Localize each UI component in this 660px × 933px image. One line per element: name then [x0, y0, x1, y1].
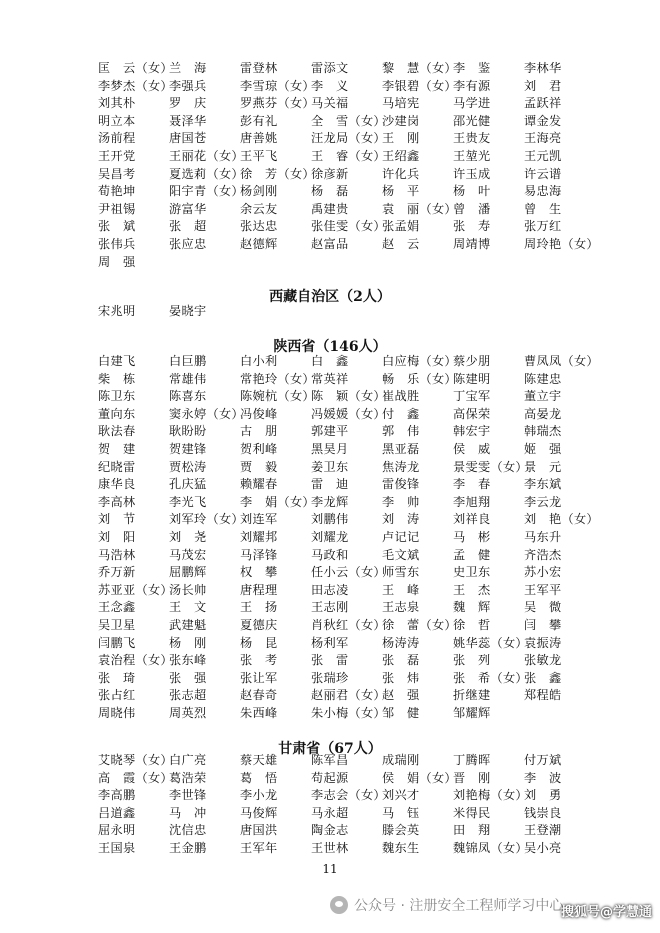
name-entry: 张 超 [169, 219, 207, 234]
name-entry: 刘鹏伟 [311, 512, 349, 527]
name-entry: 吕道鑫 [98, 805, 136, 820]
name-entry: 张 磊 [382, 653, 420, 668]
name-entry: 闫 攀 [524, 617, 562, 632]
name-entry: 刘耀邦 [240, 529, 278, 544]
name-entry: 杨剑刚 [240, 184, 278, 199]
name-entry: 刘兴才 [382, 788, 420, 803]
name-entry: 周 强 [98, 254, 136, 269]
name-entry: 贾松涛 [169, 459, 207, 474]
name-entry: 王金鹏 [169, 840, 207, 855]
name-entry: 张 雷 [311, 653, 349, 668]
name-entry: 郭 伟 [382, 424, 420, 439]
name-entry: 蔡天雄 [240, 753, 278, 767]
name-entry: 赵春奇 [240, 688, 278, 703]
name-entry: 白小利 [240, 354, 278, 368]
name-entry: 马浩林 [98, 547, 136, 562]
name-entry: 高晏龙 [524, 406, 562, 421]
name-entry: 乔万新 [98, 565, 136, 580]
name-entry: 王 扬 [240, 600, 278, 615]
name-entry: 李世锋 [169, 788, 207, 803]
name-entry: 武建魁 [169, 617, 207, 632]
name-entry: 张伟兵 [98, 236, 136, 251]
name-entry: 李志会（女） [311, 788, 386, 803]
name-entry: 唐国苍 [169, 131, 207, 146]
name-entry: 刘 艳（女） [524, 512, 599, 527]
name-entry: 陈建明 [453, 371, 491, 386]
name-entry: 柴 栋 [98, 371, 136, 386]
name-entry: 全 雪（女） [311, 113, 386, 128]
name-entry: 王军年 [240, 840, 278, 855]
name-entry: 罗 庆 [169, 96, 207, 111]
name-entry: 张 强 [169, 670, 207, 685]
name-entry: 马泽锋 [240, 547, 278, 562]
name-entry: 李旭翔 [453, 494, 491, 509]
name-entry: 古 朋 [240, 424, 278, 439]
name-entry: 袁 丽（女） [382, 201, 457, 216]
name-entry: 张 炜 [382, 670, 420, 685]
name-entry: 荀艳坤 [98, 184, 136, 199]
name-entry: 冯媛媛（女） [311, 406, 386, 421]
name-entry: 王 峰 [382, 582, 420, 597]
name-entry: 蔡少朋 [453, 354, 491, 368]
name-entry: 刘 涛 [382, 512, 420, 527]
name-entry: 孟 健 [453, 547, 491, 562]
name-entry: 周靖博 [453, 236, 491, 251]
name-entry: 汪龙局（女） [311, 131, 386, 146]
name-entry: 师雪东 [382, 565, 420, 580]
name-entry: 杨利军 [311, 635, 349, 650]
name-entry: 屈鹏辉 [169, 565, 207, 580]
name-entry: 马政和 [311, 547, 349, 562]
name-entry: 徐 芳（女） [240, 166, 315, 181]
name-entry: 刘 节 [98, 512, 136, 527]
name-entry: 张 寿 [453, 219, 491, 234]
name-entry: 马关福 [311, 96, 349, 111]
name-entry: 沈信忠 [169, 823, 207, 838]
name-entry: 唐国洪 [240, 823, 278, 838]
name-entry: 肖秋红（女） [311, 617, 386, 632]
name-entry: 陶金志 [311, 823, 349, 838]
name-entry: 徐彦新 [311, 166, 349, 181]
name-entry: 杨 磊 [311, 184, 349, 199]
name-entry: 汤长帅 [169, 582, 207, 597]
name-entry: 邹 健 [382, 705, 420, 720]
name-entry: 刘军玲（女） [169, 512, 244, 527]
name-entry: 刘其朴 [98, 96, 136, 111]
name-entry: 权 攀 [240, 565, 278, 580]
name-entry: 李 娟（女） [240, 494, 315, 509]
name-entry: 陈喜东 [169, 389, 207, 404]
section-title-shaanxi: 陕西省（146人） [273, 339, 387, 355]
name-entry: 王丽花（女） [169, 148, 244, 163]
name-entry: 李龙辉 [311, 494, 349, 509]
name-entry: 成瑞刚 [382, 753, 420, 767]
name-entry: 李强兵 [169, 78, 207, 93]
name-entry: 刘连军 [240, 512, 278, 527]
name-entry: 屈永明 [98, 823, 136, 838]
name-entry: 刘祥良 [453, 512, 491, 527]
name-entry: 禹建贵 [311, 201, 349, 216]
name-grid-shaanxi [98, 353, 599, 722]
name-entry: 丁腾晖 [453, 753, 491, 767]
name-entry: 张占红 [98, 688, 136, 703]
name-entry: 杨涛涛 [382, 635, 420, 650]
name-entry: 兰 海 [169, 61, 207, 75]
name-entry: 王海亮 [524, 131, 562, 146]
name-entry: 张 希（女） [453, 670, 528, 685]
name-entry: 张 考 [240, 653, 278, 668]
name-entry: 张敏龙 [524, 653, 562, 668]
name-entry: 李 义 [311, 78, 349, 93]
name-entry: 郑程皓 [524, 688, 562, 703]
name-entry: 赵 云 [382, 236, 420, 251]
name-entry: 魏东生 [382, 840, 420, 855]
name-entry: 张东峰 [169, 653, 207, 668]
name-entry: 李光飞 [169, 494, 207, 509]
name-entry: 赵德辉 [240, 236, 278, 251]
name-entry: 聂泽华 [169, 113, 207, 128]
name-entry: 周晓伟 [98, 705, 136, 720]
name-entry: 杨 平 [382, 184, 420, 199]
name-entry: 侯 威 [453, 441, 491, 456]
name-entry: 贾 毅 [240, 459, 278, 474]
name-entry: 许化兵 [382, 166, 420, 181]
name-entry: 阳宇青（女） [169, 184, 244, 199]
name-entry: 周英烈 [169, 705, 207, 720]
name-entry: 黎 慧（女） [382, 61, 457, 75]
name-entry: 沙建岗 [382, 113, 420, 128]
name-entry: 吴昌考 [98, 166, 136, 181]
name-entry: 马学进 [453, 96, 491, 111]
name-entry: 张 斌 [98, 219, 136, 234]
name-entry: 姚华蕊（女） [453, 635, 528, 650]
name-entry: 彭有礼 [240, 113, 278, 128]
name-entry: 张让军 [240, 670, 278, 685]
name-entry: 张 琦 [98, 670, 136, 685]
name-entry: 匡 云（女） [98, 61, 173, 75]
name-grid-gansu [98, 752, 595, 858]
name-entry: 赵富品 [311, 236, 349, 251]
name-entry: 唐程理 [240, 582, 278, 597]
name-entry: 焦涛龙 [382, 459, 420, 474]
name-entry: 孟跃祥 [524, 96, 562, 111]
name-entry: 汤前程 [98, 131, 136, 146]
name-entry: 张孟娟 [382, 219, 420, 234]
name-entry: 李高林 [98, 494, 136, 509]
name-entry: 艾晓琴（女） [98, 753, 173, 767]
name-entry: 张达忠 [240, 219, 278, 234]
name-entry: 常雄伟 [169, 371, 207, 386]
name-entry: 黑昊月 [311, 441, 349, 456]
name-entry: 李高鹏 [98, 788, 136, 803]
section-title-xizang: 西藏自治区（2人） [269, 289, 391, 305]
name-entry: 白 鑫 [311, 354, 349, 368]
name-entry: 邵光健 [453, 113, 491, 128]
name-entry: 刘 尧 [169, 529, 207, 544]
name-entry: 陈卫东 [98, 389, 136, 404]
name-entry: 付万斌 [524, 753, 562, 767]
name-entry: 马 彬 [453, 529, 491, 544]
name-entry: 袁振涛 [524, 635, 562, 650]
name-entry: 白广亮 [169, 753, 207, 767]
name-entry: 李云龙 [524, 494, 562, 509]
name-entry: 苏亚亚（女） [98, 582, 173, 597]
name-entry: 崔战胜 [382, 389, 420, 404]
name-entry: 杨 刚 [169, 635, 207, 650]
name-entry: 宋兆明 [98, 304, 136, 318]
name-entry: 董向东 [98, 406, 136, 421]
name-entry: 田志凌 [311, 582, 349, 597]
name-grid-xizang [98, 303, 595, 321]
name-entry: 陈婉杭（女） [240, 389, 315, 404]
name-entry: 王世林 [311, 840, 349, 855]
name-entry: 刘 阳 [98, 529, 136, 544]
name-entry: 赖耀春 [240, 477, 278, 492]
name-entry: 徐 哲 [453, 617, 491, 632]
name-entry: 白建飞 [98, 354, 136, 368]
name-entry: 王登潮 [524, 823, 562, 838]
name-entry: 王平飞 [240, 148, 278, 163]
name-entry: 李东斌 [524, 477, 562, 492]
name-entry: 张万红 [524, 219, 562, 234]
name-entry: 王国泉 [98, 840, 136, 855]
name-entry: 曾 生 [524, 201, 562, 216]
name-entry: 陈建忠 [524, 371, 562, 386]
name-entry: 邹耀辉 [453, 705, 491, 720]
name-entry: 王志刚 [311, 600, 349, 615]
name-entry: 韩宏宇 [453, 424, 491, 439]
name-entry: 马俊辉 [240, 805, 278, 820]
name-entry: 陈 颖（女） [311, 389, 386, 404]
name-entry: 齐浩杰 [524, 547, 562, 562]
name-entry: 闫鹏飞 [98, 635, 136, 650]
name-entry: 余云友 [240, 201, 278, 216]
name-entry: 郭建平 [311, 424, 349, 439]
name-entry: 康华良 [98, 477, 136, 492]
name-entry: 张应忠 [169, 236, 207, 251]
name-entry: 畅 乐（女） [382, 371, 457, 386]
name-entry: 李林华 [524, 61, 562, 75]
name-entry: 朱小梅（女） [311, 705, 386, 720]
name-entry: 雷俊锋 [382, 477, 420, 492]
name-entry: 魏 辉 [453, 600, 491, 615]
name-entry: 高保荣 [453, 406, 491, 421]
name-entry: 董立宇 [524, 389, 562, 404]
name-entry: 许玉成 [453, 166, 491, 181]
name-entry: 姬 强 [524, 441, 562, 456]
name-entry: 折继建 [453, 688, 491, 703]
name-entry: 任小云（女） [311, 565, 386, 580]
wechat-icon [330, 896, 348, 914]
name-entry: 李雪琼（女） [240, 78, 315, 93]
name-entry: 吴 微 [524, 600, 562, 615]
name-entry: 李 帅 [382, 494, 420, 509]
name-entry: 曾 潘 [453, 201, 491, 216]
name-entry: 景 元 [524, 459, 562, 474]
name-entry: 葛 悟 [240, 770, 278, 785]
name-entry: 马东升 [524, 529, 562, 544]
page-number: 11 [322, 862, 338, 876]
name-entry: 李 春 [453, 477, 491, 492]
name-entry: 王堃光 [453, 148, 491, 163]
name-entry: 徐 蕾（女） [382, 617, 457, 632]
name-entry: 王念鑫 [98, 600, 136, 615]
name-entry: 魏锦凤（女） [453, 840, 528, 855]
name-entry: 景雯雯（女） [453, 459, 528, 474]
name-entry: 刘 勇 [524, 788, 562, 803]
name-entry: 王军平 [524, 582, 562, 597]
name-entry: 张志超 [169, 688, 207, 703]
name-entry: 马 冲 [169, 805, 207, 820]
name-entry: 朱西峰 [240, 705, 278, 720]
name-entry: 常艳玲（女） [240, 371, 315, 386]
name-entry: 王绍鑫 [382, 148, 420, 163]
name-entry: 马 钰 [382, 805, 420, 820]
name-entry: 贺建锋 [169, 441, 207, 456]
name-entry: 耿法春 [98, 424, 136, 439]
name-entry: 张 鑫 [524, 670, 562, 685]
name-entry: 吴卫星 [98, 617, 136, 632]
name-entry: 陈军昌 [311, 753, 349, 767]
name-entry: 白应梅（女） [382, 354, 457, 368]
name-entry: 袁治程（女） [98, 653, 173, 668]
watermark-text: 公众号 · 注册安全工程师学习中心 [354, 898, 564, 914]
name-entry: 耿盼盼 [169, 424, 207, 439]
name-entry: 尹祖锡 [98, 201, 136, 216]
name-entry: 张瑞珍 [311, 670, 349, 685]
name-entry: 王 杰 [453, 582, 491, 597]
name-entry: 常英祥 [311, 371, 349, 386]
name-entry: 葛浩荣 [169, 770, 207, 785]
name-entry: 窦永婷（女） [169, 406, 244, 421]
name-entry: 杨 昆 [240, 635, 278, 650]
name-entry: 卢记记 [382, 529, 420, 544]
name-entry: 王元凯 [524, 148, 562, 163]
name-entry: 唐善姚 [240, 131, 278, 146]
watermark [330, 895, 563, 915]
name-entry: 纪晓雷 [98, 459, 136, 474]
name-entry: 李小龙 [240, 788, 278, 803]
name-entry: 滕会英 [382, 823, 420, 838]
name-entry: 夏德庆 [240, 617, 278, 632]
name-entry: 李梦杰（女） [98, 78, 173, 93]
name-entry: 马培宪 [382, 96, 420, 111]
name-entry: 易忠海 [524, 184, 562, 199]
name-entry: 付 鑫 [382, 406, 420, 421]
name-entry: 雷登林 [240, 61, 278, 75]
name-entry: 雷 迪 [311, 477, 349, 492]
name-entry: 李有源 [453, 78, 491, 93]
name-entry: 贺利峰 [240, 441, 278, 456]
watermark-sohu: 搜狐号@学慧通 [560, 905, 652, 920]
name-entry: 史卫东 [453, 565, 491, 580]
name-entry: 王 刚 [382, 131, 420, 146]
name-entry: 丁宝军 [453, 389, 491, 404]
name-entry: 米得民 [453, 805, 491, 820]
name-entry: 侯 娟（女） [382, 770, 457, 785]
name-entry: 周玲艳（女） [524, 236, 599, 251]
name-entry: 明立本 [98, 113, 136, 128]
name-entry: 白巨鹏 [169, 354, 207, 368]
name-entry: 张佳雯（女） [311, 219, 386, 234]
name-entry: 罗燕芬（女） [240, 96, 315, 111]
name-entry: 姜卫东 [311, 459, 349, 474]
name-entry: 许云谱 [524, 166, 562, 181]
name-entry: 赵丽君（女） [311, 688, 386, 703]
name-entry: 吴小亮 [524, 840, 562, 855]
name-entry: 王志泉 [382, 600, 420, 615]
name-grid-top [98, 60, 599, 271]
name-entry: 张 列 [453, 653, 491, 668]
name-entry: 贺 建 [98, 441, 136, 456]
name-entry: 游富华 [169, 201, 207, 216]
name-entry: 李银碧（女） [382, 78, 457, 93]
name-entry: 王 睿（女） [311, 148, 386, 163]
name-entry: 苟起源 [311, 770, 349, 785]
name-entry: 王贵友 [453, 131, 491, 146]
name-entry: 赵 强 [382, 688, 420, 703]
name-entry: 马茂宏 [169, 547, 207, 562]
name-entry: 夏选莉（女） [169, 166, 244, 181]
name-entry: 马永超 [311, 805, 349, 820]
name-entry: 李 鉴 [453, 61, 491, 75]
name-entry: 晋 刚 [453, 770, 491, 785]
name-entry: 高 霞（女） [98, 770, 173, 785]
name-entry: 孔庆猛 [169, 477, 207, 492]
name-entry: 黑亚磊 [382, 441, 420, 456]
name-entry: 苏小宏 [524, 565, 562, 580]
name-entry: 刘艳梅（女） [453, 788, 528, 803]
name-entry: 田 翔 [453, 823, 491, 838]
name-entry: 谭金发 [524, 113, 562, 128]
name-entry: 杨 叶 [453, 184, 491, 199]
name-entry: 雷添文 [311, 61, 349, 75]
name-entry: 晏晓宇 [169, 304, 207, 318]
section-title-gansu: 甘肃省（67人） [278, 741, 382, 757]
name-entry: 刘 君 [524, 78, 562, 93]
name-entry: 钱崇良 [524, 805, 562, 820]
name-entry: 王 文 [169, 600, 207, 615]
name-entry: 王开党 [98, 148, 136, 163]
name-entry: 李 波 [524, 770, 562, 785]
name-entry: 曹凤凤（女） [524, 354, 599, 368]
name-entry: 毛文斌 [382, 547, 420, 562]
name-entry: 韩瑞杰 [524, 424, 562, 439]
name-entry: 冯俊峰 [240, 406, 278, 421]
name-entry: 刘耀龙 [311, 529, 349, 544]
